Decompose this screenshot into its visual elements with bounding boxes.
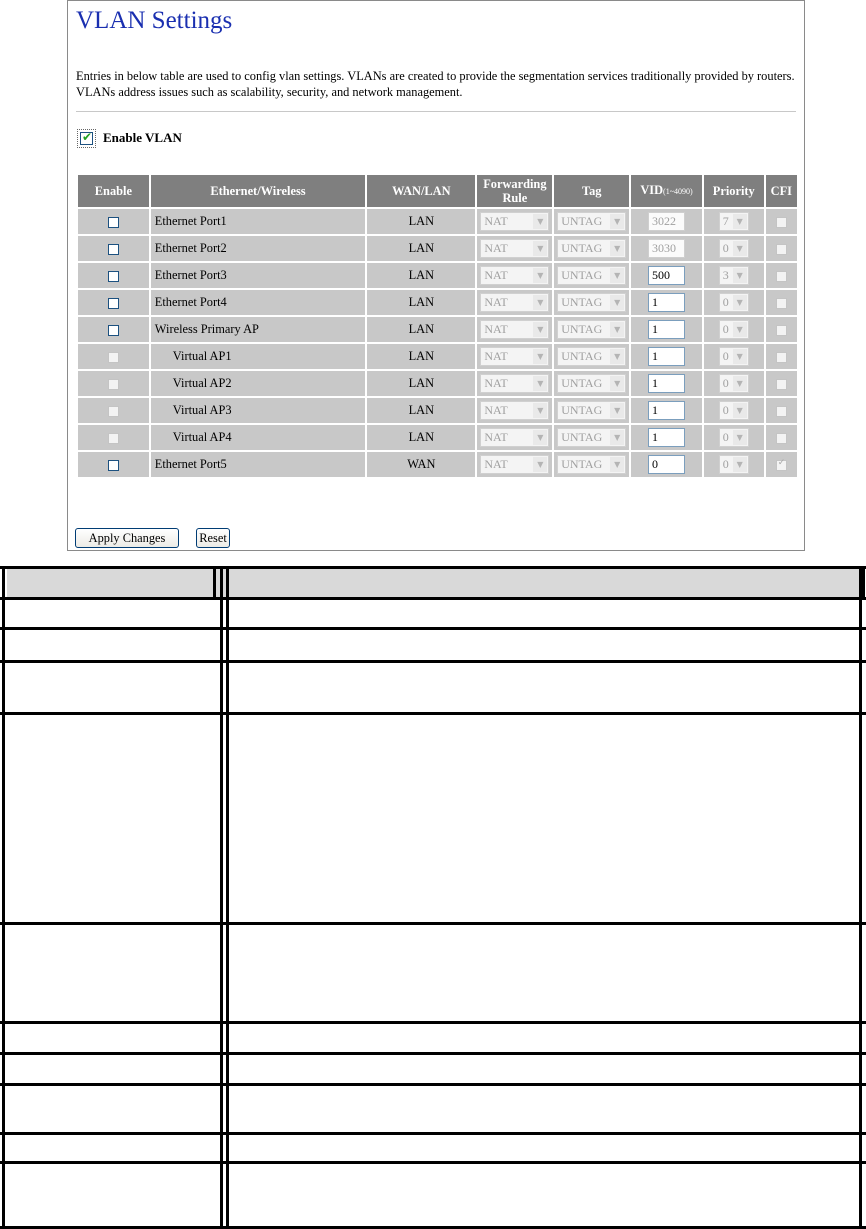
chevron-down-icon: ▼	[610, 349, 624, 364]
row-cfi-cell	[766, 236, 797, 261]
vid-input[interactable]: 1	[648, 428, 685, 447]
cfi-checkbox[interactable]	[776, 271, 787, 282]
row-tag-cell	[554, 209, 629, 234]
row-wanlan: LAN	[367, 398, 475, 423]
forwarding-rule-value: NAT	[484, 322, 508, 336]
col-forwarding-line1: Forwarding	[483, 177, 547, 191]
forwarding-rule-value: NAT	[484, 457, 508, 471]
row-interface-name: Ethernet Port3	[151, 263, 365, 288]
row-rule-cell	[477, 209, 552, 234]
forwarding-rule-value: NAT	[484, 376, 508, 390]
row-priority-cell	[704, 344, 764, 369]
col-cfi: CFI	[766, 175, 797, 207]
row-rule-cell	[477, 398, 552, 423]
tag-value: UNTAG	[561, 241, 603, 255]
row-interface-name: Virtual AP4	[151, 425, 365, 450]
row-rule-cell	[477, 425, 552, 450]
row-vid-cell	[631, 398, 702, 423]
priority-select[interactable]	[719, 266, 749, 285]
table-rule	[0, 597, 866, 600]
vid-input[interactable]: 3030	[648, 239, 685, 258]
tag-value: UNTAG	[561, 430, 603, 444]
row-wanlan: WAN	[367, 452, 475, 477]
chevron-down-icon: ▼	[733, 322, 747, 337]
chevron-down-icon: ▼	[533, 430, 547, 445]
chevron-down-icon: ▼	[610, 322, 624, 337]
priority-select[interactable]	[719, 212, 749, 231]
chevron-down-icon: ▼	[533, 457, 547, 472]
priority-select[interactable]	[719, 428, 749, 447]
row-priority-cell	[704, 263, 764, 288]
table-header-row	[78, 175, 797, 207]
row-interface-name: Ethernet Port2	[151, 236, 365, 261]
table-row	[78, 452, 797, 477]
priority-select[interactable]	[719, 401, 749, 420]
col-forwarding-rule	[477, 175, 552, 207]
priority-select[interactable]	[719, 320, 749, 339]
tag-select[interactable]	[557, 320, 626, 339]
row-enable-cell	[78, 236, 149, 261]
row-interface-name: Ethernet Port5	[151, 452, 365, 477]
divider	[76, 111, 796, 112]
row-wanlan: LAN	[367, 317, 475, 342]
chevron-down-icon: ▼	[533, 322, 547, 337]
row-vid-cell	[631, 263, 702, 288]
priority-value: 0	[722, 295, 729, 309]
row-priority-cell	[704, 236, 764, 261]
row-priority-cell	[704, 209, 764, 234]
chevron-down-icon: ▼	[610, 376, 624, 391]
priority-select[interactable]	[719, 455, 749, 474]
chevron-down-icon: ▼	[533, 268, 547, 283]
chevron-down-icon: ▼	[533, 376, 547, 391]
row-priority-cell	[704, 317, 764, 342]
tag-select[interactable]	[557, 428, 626, 447]
priority-value: 0	[722, 430, 729, 444]
chevron-down-icon: ▼	[610, 295, 624, 310]
table-row	[78, 344, 797, 369]
row-cfi-cell	[766, 425, 797, 450]
forwarding-rule-value: NAT	[484, 403, 508, 417]
col-vid	[631, 175, 702, 207]
row-rule-cell	[477, 290, 552, 315]
tag-value: UNTAG	[561, 349, 603, 363]
tag-value: UNTAG	[561, 268, 603, 282]
row-enable-checkbox[interactable]	[108, 271, 119, 282]
row-enable-checkbox[interactable]	[108, 460, 119, 471]
row-vid-cell	[631, 452, 702, 477]
vlan-table	[76, 173, 799, 479]
row-priority-cell	[704, 398, 764, 423]
cfi-checkbox[interactable]	[776, 460, 787, 471]
chevron-down-icon: ▼	[733, 349, 747, 364]
tag-select[interactable]	[557, 455, 626, 474]
tag-value: UNTAG	[561, 403, 603, 417]
row-vid-cell	[631, 290, 702, 315]
col-priority: Priority	[704, 175, 764, 207]
forwarding-rule-value: NAT	[484, 349, 508, 363]
row-tag-cell	[554, 371, 629, 396]
vid-input[interactable]: 1	[648, 293, 685, 312]
checkmark-icon: ✔	[82, 129, 93, 144]
row-cfi-cell	[766, 209, 797, 234]
row-enable-cell	[78, 209, 149, 234]
apply-changes-button[interactable]: Apply Changes	[75, 528, 179, 548]
row-enable-checkbox[interactable]	[108, 217, 119, 228]
forwarding-rule-select[interactable]	[480, 239, 549, 258]
row-priority-cell	[704, 290, 764, 315]
row-wanlan: LAN	[367, 209, 475, 234]
row-tag-cell	[554, 290, 629, 315]
table-row	[78, 398, 797, 423]
chevron-down-icon: ▼	[533, 295, 547, 310]
row-wanlan: LAN	[367, 344, 475, 369]
cfi-checkbox[interactable]	[776, 217, 787, 228]
table-rule	[220, 566, 223, 1229]
table-rule	[862, 566, 865, 600]
row-cfi-cell	[766, 290, 797, 315]
row-vid-cell	[631, 317, 702, 342]
chevron-down-icon: ▼	[733, 241, 747, 256]
table-row	[78, 371, 797, 396]
row-vid-cell	[631, 209, 702, 234]
row-rule-cell	[477, 371, 552, 396]
priority-value: 0	[722, 403, 729, 417]
table-rule	[0, 1132, 866, 1135]
row-wanlan: LAN	[367, 263, 475, 288]
forwarding-rule-select[interactable]	[480, 347, 549, 366]
description-table-header	[7, 569, 860, 597]
priority-value: 0	[722, 322, 729, 336]
tag-value: UNTAG	[561, 214, 603, 228]
vid-input[interactable]: 1	[648, 320, 685, 339]
cfi-checkbox[interactable]	[776, 244, 787, 255]
table-row	[78, 425, 797, 450]
chevron-down-icon: ▼	[733, 268, 747, 283]
priority-select[interactable]	[719, 293, 749, 312]
row-cfi-cell	[766, 371, 797, 396]
enable-vlan-checkbox[interactable]	[80, 129, 93, 145]
forwarding-rule-value: NAT	[484, 241, 508, 255]
row-enable-checkbox[interactable]	[108, 352, 119, 363]
chevron-down-icon: ▼	[733, 214, 747, 229]
vlan-table-body	[78, 209, 797, 477]
row-enable-checkbox[interactable]	[108, 433, 119, 444]
row-enable-checkbox[interactable]	[108, 379, 119, 390]
forwarding-rule-select[interactable]	[480, 266, 549, 285]
chevron-down-icon: ▼	[610, 241, 624, 256]
row-priority-cell	[704, 452, 764, 477]
priority-value: 0	[722, 349, 729, 363]
col-vid-label: VID	[640, 183, 664, 197]
row-enable-checkbox[interactable]	[108, 244, 119, 255]
priority-value: 0	[722, 457, 729, 471]
tag-select[interactable]	[557, 374, 626, 393]
forwarding-rule-value: NAT	[484, 268, 508, 282]
row-wanlan: LAN	[367, 236, 475, 261]
row-priority-cell	[704, 371, 764, 396]
priority-select[interactable]	[719, 239, 749, 258]
tag-select[interactable]	[557, 293, 626, 312]
vid-input[interactable]: 1	[648, 374, 685, 393]
tag-value: UNTAG	[561, 322, 603, 336]
forwarding-rule-select[interactable]	[480, 293, 549, 312]
priority-select[interactable]	[719, 347, 749, 366]
forwarding-rule-select[interactable]	[480, 401, 549, 420]
chevron-down-icon: ▼	[733, 430, 747, 445]
cfi-checkbox[interactable]	[776, 406, 787, 417]
enable-vlan-label: Enable VLAN	[103, 130, 182, 145]
table-row	[78, 317, 797, 342]
row-tag-cell	[554, 236, 629, 261]
row-vid-cell	[631, 425, 702, 450]
col-wanlan: WAN/LAN	[367, 175, 475, 207]
tag-select[interactable]	[557, 212, 626, 231]
row-wanlan: LAN	[367, 290, 475, 315]
table-rule	[0, 1161, 866, 1164]
vlan-settings-panel	[67, 0, 805, 551]
vid-input[interactable]: 1	[648, 347, 685, 366]
table-rule	[213, 566, 216, 600]
chevron-down-icon: ▼	[610, 430, 624, 445]
table-row	[78, 290, 797, 315]
chevron-down-icon: ▼	[733, 403, 747, 418]
cfi-checkbox[interactable]	[776, 352, 787, 363]
row-vid-cell	[631, 236, 702, 261]
col-forwarding-line2: Rule	[502, 191, 528, 205]
table-rule	[0, 1052, 866, 1055]
row-tag-cell	[554, 317, 629, 342]
reset-button[interactable]: Reset	[196, 528, 230, 548]
table-rule	[0, 1021, 866, 1024]
chevron-down-icon: ▼	[533, 349, 547, 364]
row-enable-checkbox[interactable]	[108, 298, 119, 309]
table-row	[78, 263, 797, 288]
chevron-down-icon: ▼	[610, 403, 624, 418]
row-enable-checkbox[interactable]	[108, 325, 119, 336]
forwarding-rule-select[interactable]	[480, 428, 549, 447]
row-interface-name: Virtual AP2	[151, 371, 365, 396]
row-wanlan: LAN	[367, 425, 475, 450]
table-rule	[0, 566, 866, 569]
forwarding-rule-select[interactable]	[480, 455, 549, 474]
chevron-down-icon: ▼	[533, 403, 547, 418]
row-enable-cell	[78, 452, 149, 477]
chevron-down-icon: ▼	[533, 241, 547, 256]
priority-value: 7	[722, 214, 729, 228]
table-rule	[0, 660, 866, 663]
row-enable-cell	[78, 263, 149, 288]
row-cfi-cell	[766, 398, 797, 423]
row-cfi-cell	[766, 452, 797, 477]
col-interface: Ethernet/Wireless	[151, 175, 365, 207]
page-title: VLAN Settings	[76, 7, 233, 34]
row-rule-cell	[477, 317, 552, 342]
row-priority-cell	[704, 425, 764, 450]
row-tag-cell	[554, 398, 629, 423]
row-rule-cell	[477, 263, 552, 288]
row-interface-name: Virtual AP3	[151, 398, 365, 423]
col-enable: Enable	[78, 175, 149, 207]
cfi-checkbox[interactable]	[776, 325, 787, 336]
row-tag-cell	[554, 452, 629, 477]
row-rule-cell	[477, 452, 552, 477]
row-cfi-cell	[766, 317, 797, 342]
row-vid-cell	[631, 344, 702, 369]
forwarding-rule-select[interactable]	[480, 320, 549, 339]
vid-input[interactable]: 500	[648, 266, 685, 285]
forwarding-rule-select[interactable]	[480, 212, 549, 231]
tag-select[interactable]	[557, 401, 626, 420]
table-row	[78, 236, 797, 261]
chevron-down-icon: ▼	[610, 214, 624, 229]
priority-value: 0	[722, 241, 729, 255]
col-tag: Tag	[554, 175, 629, 207]
forwarding-rule-value: NAT	[484, 295, 508, 309]
row-cfi-cell	[766, 344, 797, 369]
row-enable-cell	[78, 398, 149, 423]
row-interface-name: Wireless Primary AP	[151, 317, 365, 342]
row-interface-name: Ethernet Port1	[151, 209, 365, 234]
description-table	[0, 566, 866, 1229]
priority-value: 0	[722, 376, 729, 390]
forwarding-rule-select[interactable]	[480, 374, 549, 393]
table-rule	[0, 1083, 866, 1086]
table-rule	[226, 566, 229, 1229]
table-row	[78, 209, 797, 234]
row-interface-name: Ethernet Port4	[151, 290, 365, 315]
vid-input[interactable]: 3022	[648, 212, 685, 231]
table-rule	[2, 566, 5, 1229]
row-enable-cell	[78, 425, 149, 450]
table-rule	[0, 627, 866, 630]
enable-vlan-row	[80, 129, 182, 147]
chevron-down-icon: ▼	[733, 295, 747, 310]
chevron-down-icon: ▼	[733, 457, 747, 472]
chevron-down-icon: ▼	[733, 376, 747, 391]
chevron-down-icon: ▼	[533, 214, 547, 229]
row-cfi-cell	[766, 263, 797, 288]
forwarding-rule-value: NAT	[484, 430, 508, 444]
row-enable-cell	[78, 371, 149, 396]
row-vid-cell	[631, 371, 702, 396]
row-enable-cell	[78, 317, 149, 342]
vid-input[interactable]: 1	[648, 401, 685, 420]
row-wanlan: LAN	[367, 371, 475, 396]
table-rule	[859, 566, 862, 1229]
tag-select[interactable]	[557, 347, 626, 366]
forwarding-rule-value: NAT	[484, 214, 508, 228]
row-enable-checkbox[interactable]	[108, 406, 119, 417]
row-tag-cell	[554, 425, 629, 450]
tag-select[interactable]	[557, 266, 626, 285]
table-rule	[0, 922, 866, 925]
priority-value: 3	[722, 268, 729, 282]
tag-value: UNTAG	[561, 295, 603, 309]
tag-select[interactable]	[557, 239, 626, 258]
cfi-checkbox[interactable]	[776, 379, 787, 390]
table-rule	[0, 712, 866, 715]
chevron-down-icon: ▼	[610, 457, 624, 472]
row-interface-name: Virtual AP1	[151, 344, 365, 369]
row-rule-cell	[477, 344, 552, 369]
cfi-checkbox[interactable]	[776, 433, 787, 444]
page-description: Entries in below table are used to config vlan settings. VLANs are created to provide the segmentation services traditionally provided by routers. VLANs address issues such as scalability, security, and network management.	[76, 69, 795, 99]
row-tag-cell	[554, 344, 629, 369]
cfi-checkbox[interactable]	[776, 298, 787, 309]
vid-input[interactable]: 0	[648, 455, 685, 474]
row-enable-cell	[78, 290, 149, 315]
tag-value: UNTAG	[561, 457, 603, 471]
row-rule-cell	[477, 236, 552, 261]
col-vid-range: (1~4090)	[663, 187, 693, 196]
row-enable-cell	[78, 344, 149, 369]
priority-select[interactable]	[719, 374, 749, 393]
tag-value: UNTAG	[561, 376, 603, 390]
row-tag-cell	[554, 263, 629, 288]
chevron-down-icon: ▼	[610, 268, 624, 283]
